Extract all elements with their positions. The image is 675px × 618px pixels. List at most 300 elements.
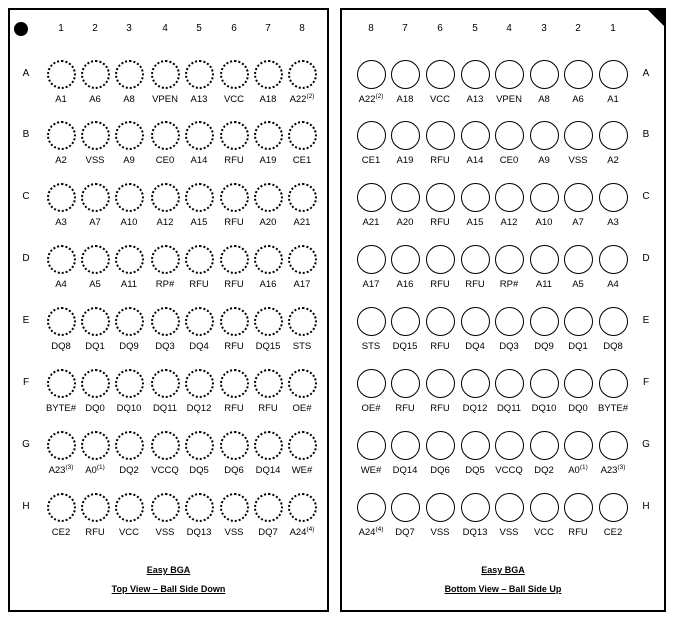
ball <box>599 245 628 274</box>
footnote-mark: (2) <box>306 93 315 100</box>
ball <box>220 431 249 460</box>
ball <box>254 245 283 274</box>
ball <box>185 245 214 274</box>
signal-name: RFU <box>465 279 485 290</box>
signal-name: A4 <box>607 279 619 290</box>
footnote-mark: (3) <box>65 464 74 471</box>
row-label: F <box>22 377 30 388</box>
signal-name: A18 <box>259 94 277 105</box>
signal-name: A21 <box>362 217 380 228</box>
ball <box>426 183 455 212</box>
signal-name: A21 <box>293 217 311 228</box>
signal-name: DQ7 <box>258 527 278 538</box>
ball <box>151 245 180 274</box>
row-label: E <box>22 315 30 326</box>
ball <box>115 121 144 150</box>
signal-name: DQ15 <box>255 341 281 352</box>
ball <box>288 369 317 398</box>
ball <box>530 60 559 89</box>
ball-signal-label <box>385 217 425 228</box>
signal-name: VCC <box>223 94 245 105</box>
signal-name: RFU <box>85 527 105 538</box>
ball <box>426 245 455 274</box>
ball <box>288 121 317 150</box>
signal-name: VCC <box>429 94 451 105</box>
row-label: A <box>22 68 30 79</box>
signal-name: DQ0 <box>85 403 105 414</box>
signal-name: RFU <box>224 341 244 352</box>
signal-name: A3 <box>55 217 67 228</box>
signal-name: DQ3 <box>499 341 519 352</box>
ball-signal-label <box>420 527 460 538</box>
signal-name: A8 <box>123 94 135 105</box>
ball <box>151 307 180 336</box>
column-label: 4 <box>506 23 512 34</box>
signal-name: A17 <box>293 279 311 290</box>
row-label: H <box>22 501 30 512</box>
footnote-mark: (4) <box>375 526 384 533</box>
footnote-mark: (3) <box>617 464 626 471</box>
ball <box>220 493 249 522</box>
ball <box>530 183 559 212</box>
ball <box>564 60 593 89</box>
ball <box>357 121 386 150</box>
signal-name: DQ4 <box>189 341 209 352</box>
signal-name: A14 <box>190 155 208 166</box>
ball <box>185 369 214 398</box>
ball-signal-label <box>385 341 425 352</box>
signal-name: RFU <box>430 155 450 166</box>
row-label: C <box>22 191 30 202</box>
ball <box>185 121 214 150</box>
ball-signal-label <box>558 341 598 352</box>
signal-name: A9 <box>123 155 135 166</box>
ball <box>288 307 317 336</box>
ball-signal-label <box>109 527 149 538</box>
ball <box>254 307 283 336</box>
ball-signal-label <box>282 465 322 476</box>
ball <box>115 60 144 89</box>
ball <box>391 431 420 460</box>
ball <box>81 60 110 89</box>
signal-name: A2 <box>55 155 67 166</box>
signal-name: A24 <box>358 527 376 538</box>
top-view-title: Easy BGA <box>146 565 191 575</box>
ball-signal-label <box>109 465 149 476</box>
ball <box>495 245 524 274</box>
ball-signal-label <box>385 465 425 476</box>
ball-signal-label <box>385 155 425 166</box>
signal-name: DQ14 <box>255 465 281 476</box>
signal-name: DQ10 <box>116 403 142 414</box>
ball <box>391 183 420 212</box>
ball <box>599 183 628 212</box>
ball-signal-label <box>282 403 322 414</box>
ball <box>47 183 76 212</box>
signal-name: CE0 <box>155 155 175 166</box>
signal-name: DQ6 <box>430 465 450 476</box>
ball-signal-label <box>420 94 460 105</box>
ball <box>47 245 76 274</box>
ball-signal-label <box>558 465 598 476</box>
footnote-mark: (1) <box>579 464 588 471</box>
ball <box>220 245 249 274</box>
signal-name: A10 <box>535 217 553 228</box>
signal-name: DQ6 <box>224 465 244 476</box>
signal-name: RFU <box>568 527 588 538</box>
ball <box>495 121 524 150</box>
signal-name: A22 <box>358 94 376 105</box>
ball <box>461 60 490 89</box>
ball <box>564 493 593 522</box>
signal-name: CE0 <box>499 155 519 166</box>
signal-name: RFU <box>430 279 450 290</box>
ball-signal-label <box>593 217 633 228</box>
column-label: 5 <box>472 23 478 34</box>
signal-name: BYTE# <box>45 403 77 414</box>
signal-name: VPEN <box>496 94 522 105</box>
ball <box>115 431 144 460</box>
ball <box>426 369 455 398</box>
ball-signal-label <box>420 403 460 414</box>
column-label: 2 <box>92 23 98 34</box>
ball <box>391 369 420 398</box>
ball-signal-label <box>489 279 529 290</box>
ball <box>530 369 559 398</box>
row-label: H <box>642 501 650 512</box>
ball-signal-label <box>179 341 219 352</box>
signal-name: A0 <box>85 465 97 476</box>
ball <box>220 369 249 398</box>
ball-signal-label <box>282 217 322 228</box>
ball-signal-label <box>282 94 322 105</box>
column-label: 3 <box>541 23 547 34</box>
ball <box>426 121 455 150</box>
ball <box>391 245 420 274</box>
signal-name: CE2 <box>51 527 71 538</box>
ball <box>81 493 110 522</box>
signal-name: VCC <box>118 527 140 538</box>
ball-signal-label <box>179 279 219 290</box>
ball <box>530 121 559 150</box>
ball-signal-label <box>593 94 633 105</box>
row-label: B <box>22 129 30 140</box>
ball <box>185 307 214 336</box>
signal-name: A11 <box>535 279 553 290</box>
ball <box>599 369 628 398</box>
ball <box>564 183 593 212</box>
ball-signal-label <box>593 279 633 290</box>
signal-name: A23 <box>600 465 618 476</box>
ball <box>495 493 524 522</box>
signal-name: DQ2 <box>119 465 139 476</box>
signal-name: A11 <box>120 279 138 290</box>
signal-name: DQ1 <box>568 341 588 352</box>
ball <box>254 121 283 150</box>
ball <box>391 493 420 522</box>
signal-name: RFU <box>224 403 244 414</box>
ball <box>151 183 180 212</box>
ball <box>357 369 386 398</box>
column-label: 8 <box>368 23 374 34</box>
ball-signal-label <box>179 155 219 166</box>
ball <box>47 121 76 150</box>
ball <box>254 183 283 212</box>
ball <box>254 493 283 522</box>
signal-name: VSS <box>430 527 450 538</box>
ball-signal-label <box>489 155 529 166</box>
ball-signal-label <box>179 527 219 538</box>
ball <box>185 431 214 460</box>
signal-name: DQ4 <box>465 341 485 352</box>
ball <box>495 183 524 212</box>
ball <box>47 307 76 336</box>
ball-signal-label <box>489 465 529 476</box>
column-label: 1 <box>610 23 616 34</box>
footnote-mark: (4) <box>306 526 315 533</box>
signal-name: A16 <box>259 279 277 290</box>
signal-name: DQ9 <box>119 341 139 352</box>
ball <box>599 60 628 89</box>
ball-signal-label <box>489 341 529 352</box>
ball <box>151 60 180 89</box>
ball <box>530 431 559 460</box>
signal-name: A24 <box>289 527 307 538</box>
signal-name: A0 <box>568 465 580 476</box>
ball <box>357 431 386 460</box>
signal-name: VCCQ <box>151 465 179 476</box>
ball <box>47 493 76 522</box>
ball-signal-label <box>109 279 149 290</box>
ball-signal-label <box>558 403 598 414</box>
ball <box>564 121 593 150</box>
signal-name: CE1 <box>361 155 381 166</box>
ball-signal-label <box>282 279 322 290</box>
signal-name: A12 <box>156 217 174 228</box>
signal-name: A5 <box>89 279 101 290</box>
row-label: A <box>642 68 650 79</box>
ball <box>115 369 144 398</box>
top-view-subtitle: Top View – Ball Side Down <box>111 584 226 594</box>
ball <box>599 307 628 336</box>
ball <box>81 431 110 460</box>
signal-name: A18 <box>396 94 414 105</box>
column-label: 4 <box>162 23 168 34</box>
signal-name: STS <box>361 341 381 352</box>
ball-signal-label <box>282 341 322 352</box>
top-view-panel <box>8 8 329 612</box>
signal-name: DQ3 <box>155 341 175 352</box>
ball <box>599 493 628 522</box>
signal-name: A13 <box>466 94 484 105</box>
signal-name: VSS <box>499 527 519 538</box>
ball <box>391 60 420 89</box>
signal-name: A15 <box>466 217 484 228</box>
signal-name: DQ13 <box>462 527 488 538</box>
ball <box>288 431 317 460</box>
bottom-view-title: Easy BGA <box>481 565 525 575</box>
footnote-mark: (1) <box>96 464 105 471</box>
signal-name: RFU <box>258 403 278 414</box>
signal-name: A23 <box>48 465 66 476</box>
signal-name: A7 <box>89 217 101 228</box>
ball-signal-label <box>420 465 460 476</box>
ball <box>151 369 180 398</box>
ball <box>564 369 593 398</box>
ball <box>391 307 420 336</box>
signal-name: DQ7 <box>395 527 415 538</box>
signal-name: DQ8 <box>603 341 623 352</box>
ball-signal-label <box>593 465 633 476</box>
ball <box>185 493 214 522</box>
ball <box>81 369 110 398</box>
ball <box>564 245 593 274</box>
ball <box>220 60 249 89</box>
signal-name: RFU <box>430 217 450 228</box>
ball <box>461 183 490 212</box>
ball <box>530 245 559 274</box>
ball <box>461 431 490 460</box>
ball-signal-label <box>558 527 598 538</box>
signal-name: STS <box>292 341 312 352</box>
signal-name: A20 <box>396 217 414 228</box>
signal-name: OE# <box>292 403 312 414</box>
signal-name: DQ14 <box>392 465 418 476</box>
ball <box>357 183 386 212</box>
row-label: C <box>642 191 650 202</box>
signal-name: RFU <box>224 155 244 166</box>
column-label: 8 <box>299 23 305 34</box>
bottom-view-subtitle: Bottom View – Ball Side Up <box>444 584 562 594</box>
ball-signal-label <box>282 527 322 538</box>
ball <box>495 369 524 398</box>
ball-signal-label <box>282 155 322 166</box>
signal-name: DQ5 <box>465 465 485 476</box>
signal-name: VSS <box>85 155 105 166</box>
column-label: 5 <box>196 23 202 34</box>
ball <box>115 245 144 274</box>
signal-name: A19 <box>259 155 277 166</box>
ball-signal-label <box>179 403 219 414</box>
signal-name: A3 <box>607 217 619 228</box>
signal-name: RFU <box>430 341 450 352</box>
ball <box>426 60 455 89</box>
ball <box>599 121 628 150</box>
signal-name: A7 <box>572 217 584 228</box>
signal-name: A12 <box>500 217 518 228</box>
ball <box>530 493 559 522</box>
ball <box>599 431 628 460</box>
ball <box>461 245 490 274</box>
signal-name: A4 <box>55 279 67 290</box>
ball <box>185 183 214 212</box>
ball <box>461 307 490 336</box>
ball-signal-label <box>489 527 529 538</box>
signal-name: A1 <box>55 94 67 105</box>
ball-signal-label <box>109 155 149 166</box>
signal-name: A22 <box>289 94 307 105</box>
ball-signal-label <box>385 527 425 538</box>
signal-name: WE# <box>360 465 382 476</box>
ball <box>81 121 110 150</box>
row-label: G <box>22 439 30 450</box>
signal-name: A14 <box>466 155 484 166</box>
ball-signal-label <box>489 403 529 414</box>
row-label: E <box>642 315 650 326</box>
signal-name: DQ12 <box>186 403 212 414</box>
ball <box>288 60 317 89</box>
signal-name: VCCQ <box>495 465 523 476</box>
ball <box>426 307 455 336</box>
row-label: B <box>642 129 650 140</box>
ball <box>115 183 144 212</box>
ball <box>220 183 249 212</box>
ball-signal-label <box>179 94 219 105</box>
ball-signal-label <box>109 341 149 352</box>
signal-name: RFU <box>430 403 450 414</box>
signal-name: WE# <box>291 465 313 476</box>
ball-signal-label <box>385 403 425 414</box>
ball <box>47 431 76 460</box>
ball <box>254 431 283 460</box>
ball-signal-label <box>179 217 219 228</box>
ball <box>288 493 317 522</box>
ball <box>530 307 559 336</box>
ball-signal-label <box>420 341 460 352</box>
ball-signal-label <box>558 279 598 290</box>
ball-signal-label <box>489 217 529 228</box>
signal-name: A17 <box>362 279 380 290</box>
signal-name: A19 <box>396 155 414 166</box>
ball <box>495 307 524 336</box>
row-label: G <box>642 439 650 450</box>
signal-name: DQ8 <box>51 341 71 352</box>
ball <box>151 431 180 460</box>
ball <box>391 121 420 150</box>
signal-name: RP# <box>155 279 175 290</box>
signal-name: DQ9 <box>534 341 554 352</box>
column-label: 1 <box>58 23 64 34</box>
ball <box>495 60 524 89</box>
ball-signal-label <box>593 527 633 538</box>
ball-signal-label <box>558 94 598 105</box>
signal-name: DQ11 <box>496 403 522 414</box>
signal-name: A6 <box>572 94 584 105</box>
signal-name: DQ0 <box>568 403 588 414</box>
signal-name: A16 <box>396 279 414 290</box>
ball <box>461 369 490 398</box>
signal-name: A5 <box>572 279 584 290</box>
ball <box>288 245 317 274</box>
ball-signal-label <box>558 155 598 166</box>
ball <box>81 183 110 212</box>
column-label: 7 <box>265 23 271 34</box>
row-label: F <box>642 377 650 388</box>
column-label: 6 <box>231 23 237 34</box>
ball <box>357 493 386 522</box>
signal-name: DQ10 <box>531 403 557 414</box>
signal-name: A8 <box>538 94 550 105</box>
column-label: 7 <box>402 23 408 34</box>
pin1-indicator-corner <box>648 10 664 26</box>
pin1-indicator-dot <box>14 22 28 36</box>
ball-signal-label <box>489 94 529 105</box>
ball <box>220 121 249 150</box>
signal-name: RP# <box>499 279 519 290</box>
ball-signal-label <box>109 403 149 414</box>
column-label: 6 <box>437 23 443 34</box>
signal-name: VSS <box>568 155 588 166</box>
